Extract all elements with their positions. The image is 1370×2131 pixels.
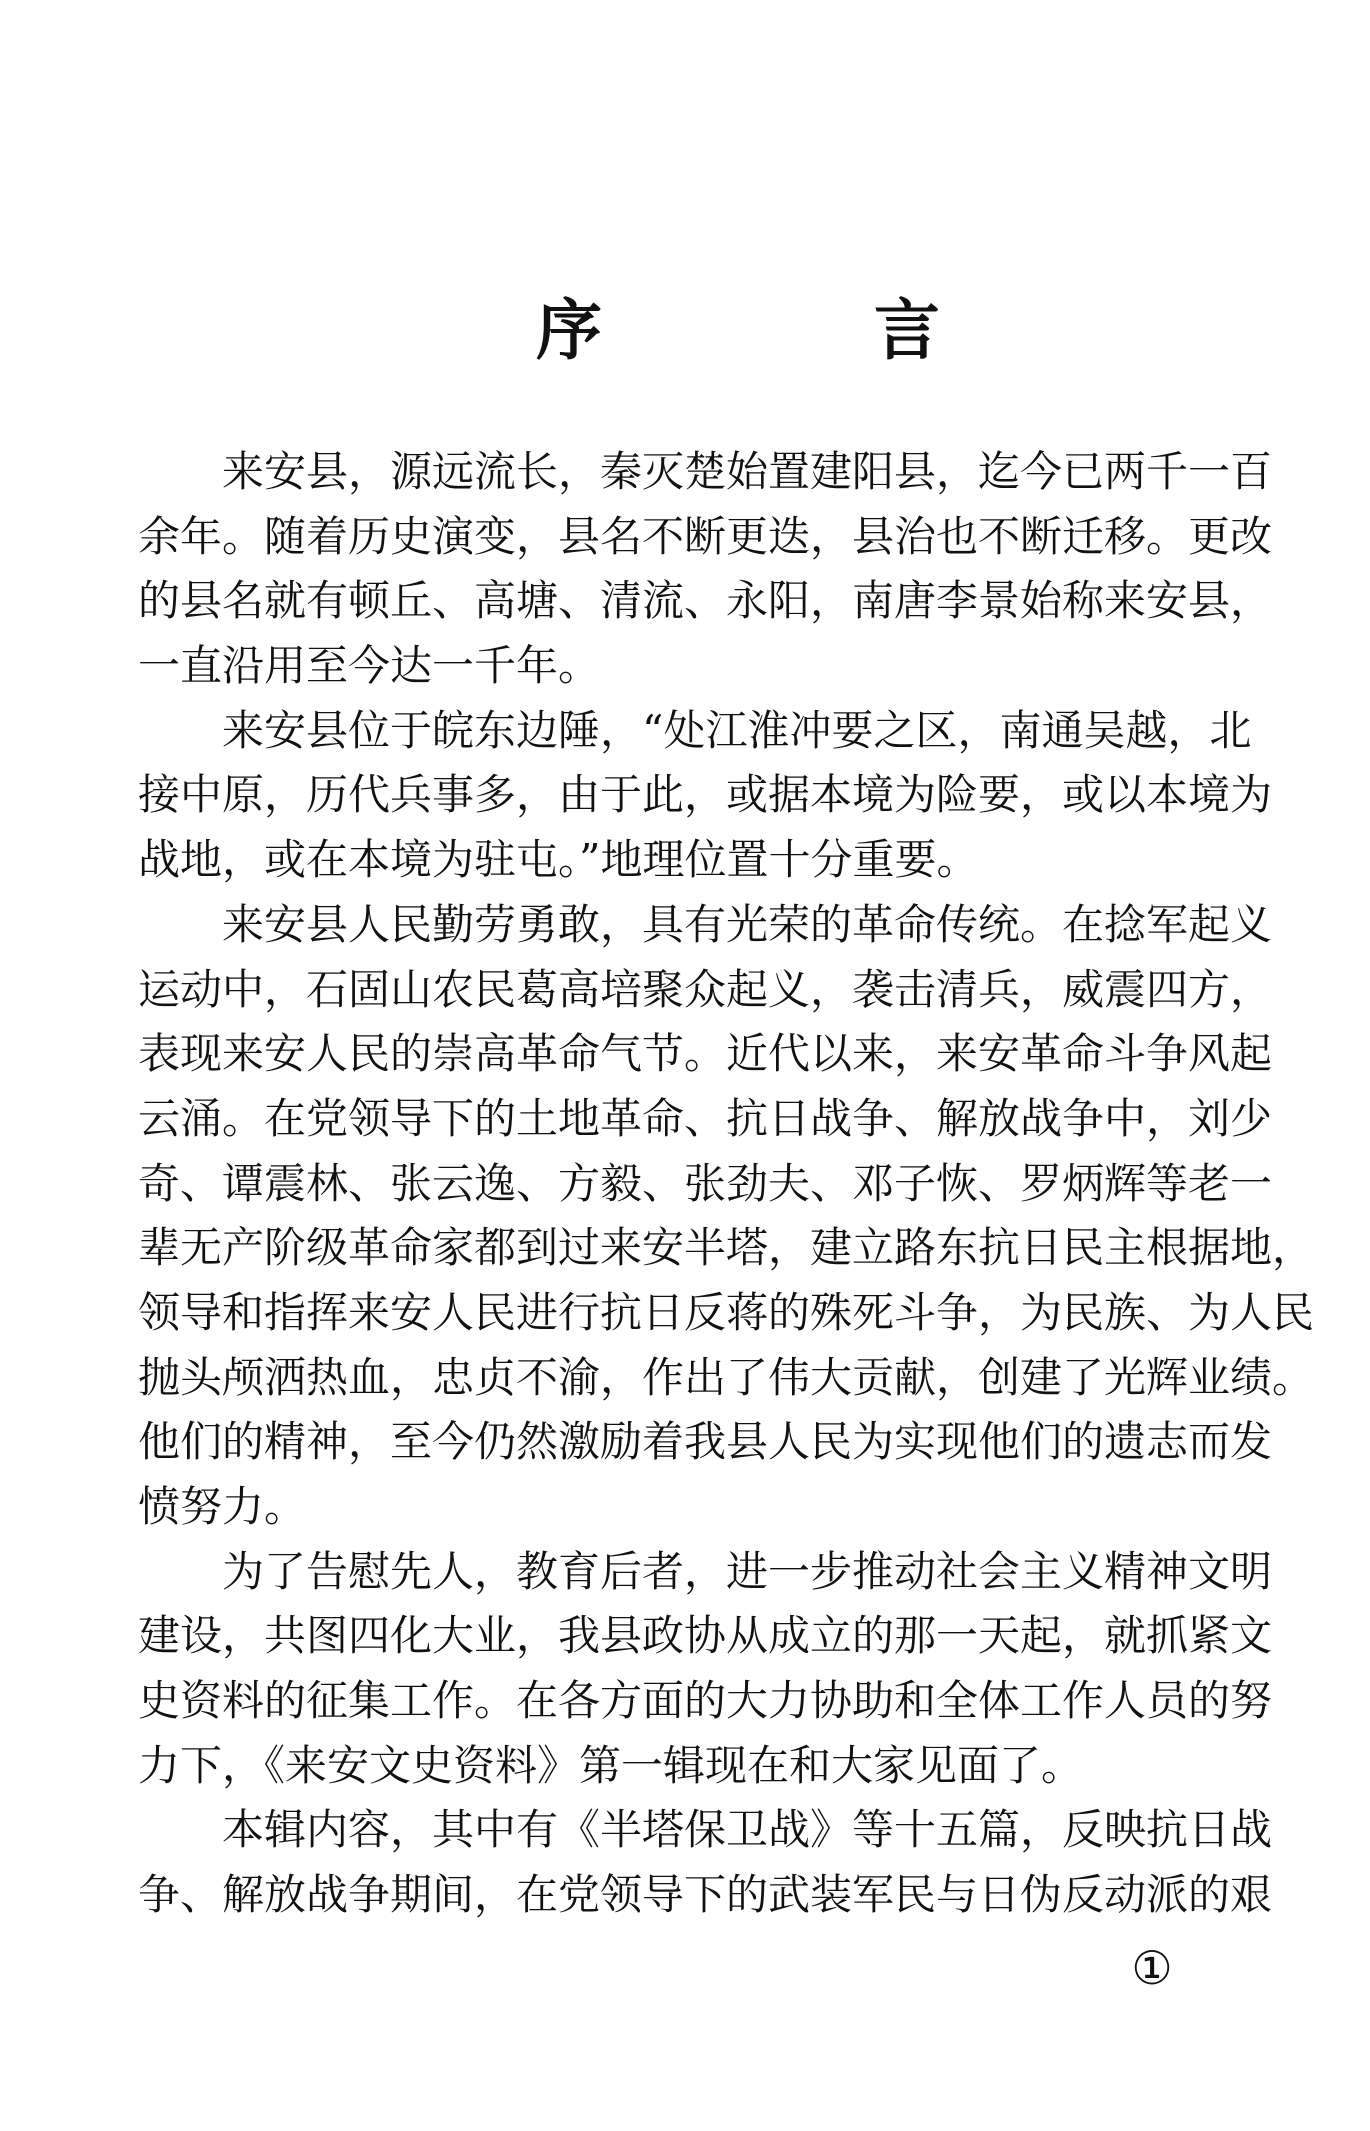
text-line: 本辑内容，其中有《半塔保卫战》等十五篇，反映抗日战	[138, 1805, 1273, 1855]
text-line: 运动中，石固山农民葛高培聚众起义，袭击清兵，威震四方，	[138, 964, 1273, 1014]
text-line: 来安县，源远流长，秦灭楚始置建阳县，迄今已两千一百	[138, 447, 1273, 496]
page-title	[0, 280, 1370, 380]
page-number: ①	[1131, 1941, 1173, 1995]
text-line: 来安县位于皖东边陲，“处江淮冲要之区，南通吴越，北	[138, 705, 1252, 755]
text-line: 来安县人民勤劳勇敢，具有光荣的革命传统。在捻军起义	[138, 899, 1273, 949]
title-char-yan: 言	[874, 291, 940, 369]
text-line: 一直沿用至今达一千年。	[138, 641, 601, 691]
text-line: 云涌。在党领导下的土地革命、抗日战争、解放战争中，刘少	[138, 1093, 1273, 1143]
text-line: 愤努力。	[138, 1482, 307, 1531]
text-line: 余年。随着历史演变，县名不断更迭，县治也不断迁移。更改	[138, 511, 1273, 561]
text-line: 为了告慰先人，教育后者，进一步推动社会主义精神文明	[138, 1546, 1273, 1596]
text-line: 建设，共图四化大业，我县政协从成立的那一天起，就抓紧文	[138, 1611, 1273, 1661]
preface-body	[138, 440, 1315, 1928]
text-line: 史资料的征集工作。在各方面的大力协助和全体工作人员的努	[138, 1676, 1273, 1726]
text-line: 领导和指挥来安人民进行抗日反蒋的殊死斗争，为民族、为人民	[138, 1287, 1315, 1337]
title-char-xu: 序	[536, 291, 602, 369]
text-line: 他们的精神，至今仍然激励着我县人民为实现他们的遗志而发	[138, 1417, 1273, 1467]
text-line: 表现来安人民的崇高革命气节。近代以来，来安革命斗争风起	[138, 1029, 1273, 1079]
text-line: 争、解放战争期间，在党领导下的武装军民与日伪反动派的艰	[138, 1870, 1273, 1920]
text-line: 接中原，历代兵事多，由于此，或据本境为险要，或以本境为	[138, 770, 1273, 820]
text-line: 奇、谭震林、张云逸、方毅、张劲夫、邓子恢、罗炳辉等老一	[138, 1158, 1273, 1208]
text-line: 抛头颅洒热血，忠贞不渝，作出了伟大贡献，创建了光辉业绩。	[138, 1352, 1315, 1402]
text-line: 力下，《来安文史资料》第一辑现在和大家见面了。	[138, 1740, 1084, 1790]
text-line: 辈无产阶级革命家都到过来安半塔，建立路东抗日民主根据地，	[138, 1223, 1315, 1273]
text-line: 战地，或在本境为驻屯。”地理位置十分重要。	[138, 835, 979, 885]
text-line: 的县名就有顿丘、高塘、清流、永阳，南唐李景始称来安县，	[138, 576, 1273, 626]
